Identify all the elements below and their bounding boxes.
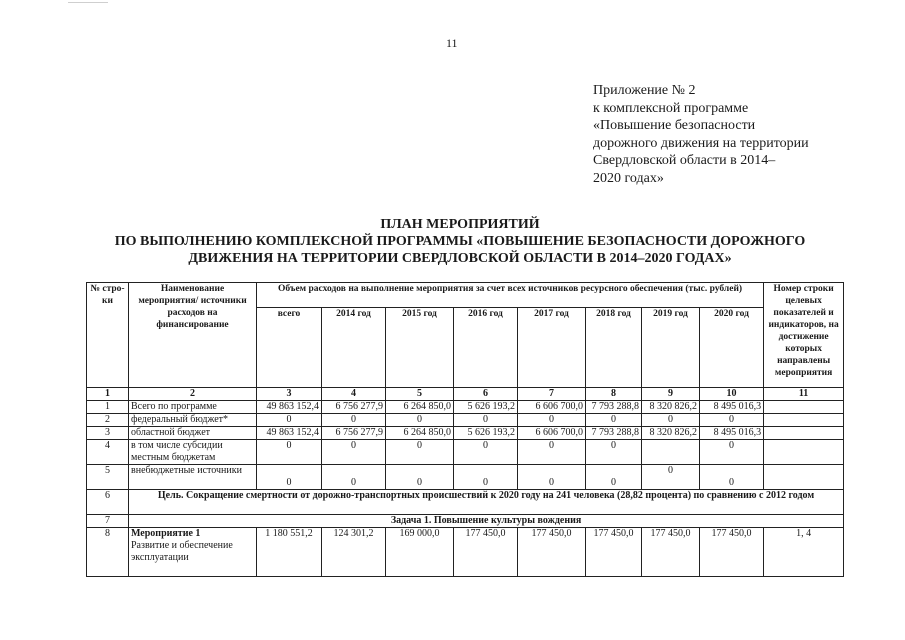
header-total: всего — [257, 308, 322, 388]
cell-value: 0 — [700, 414, 764, 427]
table-row — [87, 401, 844, 414]
cell-value: 0 — [700, 440, 764, 465]
cell-value: 0 — [322, 465, 386, 490]
measure-description: Развитие и обеспечение эксплуатации — [131, 540, 233, 563]
column-number: 3 — [257, 388, 322, 401]
column-number: 10 — [700, 388, 764, 401]
table-row — [87, 440, 844, 465]
goal-row — [87, 490, 844, 515]
header-name: Наименование мероприятия/ источники расходов на финансирование — [129, 283, 257, 388]
cell-value: 0 — [386, 440, 454, 465]
column-number: 5 — [386, 388, 454, 401]
row-label: федеральный бюджет* — [129, 414, 257, 427]
document-title — [40, 216, 880, 267]
cell-value: 177 450,0 — [454, 528, 518, 577]
cell-value: 8 495 016,3 — [700, 427, 764, 440]
cell-value: 0 — [518, 414, 586, 427]
table-row — [87, 427, 844, 440]
row-label: областной бюджет — [129, 427, 257, 440]
table-row — [87, 465, 844, 490]
appendix-line: Свердловской области в 2014– — [593, 153, 776, 168]
title-line: ПО ВЫПОЛНЕНИЮ КОМПЛЕКСНОЙ ПРОГРАММЫ «ПОВЫШЕНИЕ БЕЗОПАСНОСТИ ДОРОЖНОГО — [114, 234, 806, 249]
cell-target: 1, 4 — [764, 528, 844, 577]
header-year: 2018 год — [586, 308, 642, 388]
column-number: 11 — [764, 388, 844, 401]
table-row — [87, 414, 844, 427]
cell-value: 7 793 288,8 — [586, 427, 642, 440]
header-year: 2017 год — [518, 308, 586, 388]
plan-table — [86, 282, 844, 577]
column-number: 9 — [642, 388, 700, 401]
cell-value: 0 — [454, 465, 518, 490]
header-year: 2016 год — [454, 308, 518, 388]
cell-value: 0 — [257, 440, 322, 465]
row-label — [129, 528, 257, 577]
cell-value: 124 301,2 — [322, 528, 386, 577]
cell-value: 177 450,0 — [518, 528, 586, 577]
appendix-line: Приложение № 2 — [593, 83, 696, 98]
row-number: 2 — [87, 414, 129, 427]
cell-value: 5 626 193,2 — [454, 401, 518, 414]
cell-value: 6 606 700,0 — [518, 401, 586, 414]
cell-value: 0 — [257, 414, 322, 427]
goal-text: Цель. Сокращение смертности от дорожно-транспортных происшествий к 2020 году на 241 человека (28,82 процента) по сравнению с 2012 годом — [129, 490, 844, 515]
cell-value: 0 — [642, 414, 700, 427]
cell-value — [642, 440, 700, 465]
cell-value: 0 — [322, 414, 386, 427]
header-target: Номер строки целевых показателей и индикаторов, на достижение которых направлены мероприятия — [764, 283, 844, 388]
task-row — [87, 515, 844, 528]
page-number: 11 — [446, 36, 458, 50]
cell-value: 0 — [586, 465, 642, 490]
header-year: 2019 год — [642, 308, 700, 388]
cell-value: 177 450,0 — [642, 528, 700, 577]
cell-value: 6 264 850,0 — [386, 427, 454, 440]
appendix-line: 2020 годах» — [593, 170, 664, 186]
row-number: 8 — [87, 528, 129, 577]
header-year: 2020 год — [700, 308, 764, 388]
cell-value: 0 — [454, 414, 518, 427]
cell-value: 0 — [586, 440, 642, 465]
column-number: 2 — [129, 388, 257, 401]
row-number: 7 — [87, 515, 129, 528]
cell-value: 5 626 193,2 — [454, 427, 518, 440]
row-number: 5 — [87, 465, 129, 490]
cell-value: 0 — [518, 440, 586, 465]
cell-value: 6 606 700,0 — [518, 427, 586, 440]
header-row-number: № стро-ки — [87, 283, 129, 388]
appendix-line: к комплексной программе — [593, 100, 749, 116]
row-number: 6 — [87, 490, 129, 515]
row-label: Всего по программе — [129, 401, 257, 414]
header-year: 2014 год — [322, 308, 386, 388]
cell-value: 49 863 152,4 — [257, 401, 322, 414]
column-number: 1 — [87, 388, 129, 401]
cell-value: 0 — [518, 465, 586, 490]
cell-target — [764, 465, 844, 490]
column-number-row — [87, 388, 844, 401]
task-text: Задача 1. Повышение культуры вождения — [129, 515, 844, 528]
cell-value: 49 863 152,4 — [257, 427, 322, 440]
row-number: 3 — [87, 427, 129, 440]
cell-value: 0 — [642, 465, 700, 490]
cell-value: 1 180 551,2 — [257, 528, 322, 577]
cell-value: 0 — [322, 440, 386, 465]
row-label: внебюджетные источники — [129, 465, 257, 490]
table-row — [87, 528, 844, 577]
title-line: ДВИЖЕНИЯ НА ТЕРРИТОРИИ СВЕРДЛОВСКОЙ ОБЛАСТИ В 2014–2020 ГОДАХ» — [188, 251, 732, 266]
appendix-line: «Повышение безопасности — [593, 118, 756, 133]
column-number: 7 — [518, 388, 586, 401]
cell-value: 177 450,0 — [586, 528, 642, 577]
cell-value: 0 — [586, 414, 642, 427]
top-rule — [68, 2, 108, 3]
cell-value: 0 — [386, 465, 454, 490]
cell-value: 8 320 826,2 — [642, 427, 700, 440]
cell-value: 6 756 277,9 — [322, 427, 386, 440]
appendix-note — [593, 82, 809, 187]
header-volume: Объем расходов на выполнение мероприятия за счет всех источников ресурсного обеспечения (тыс. рублей) — [257, 283, 764, 308]
row-number: 1 — [87, 401, 129, 414]
cell-value: 169 000,0 — [386, 528, 454, 577]
cell-value: 177 450,0 — [700, 528, 764, 577]
cell-value: 0 — [257, 465, 322, 490]
header-year: 2015 год — [386, 308, 454, 388]
column-number: 8 — [586, 388, 642, 401]
appendix-line: дорожного движения на территории — [593, 135, 809, 151]
column-number: 6 — [454, 388, 518, 401]
cell-value: 8 495 016,3 — [700, 401, 764, 414]
row-label: в том числе субсидии местным бюджетам — [129, 440, 257, 465]
cell-value: 6 264 850,0 — [386, 401, 454, 414]
measure-title: Мероприятие 1 — [131, 528, 201, 539]
cell-value: 0 — [700, 465, 764, 490]
cell-target — [764, 427, 844, 440]
cell-value: 0 — [386, 414, 454, 427]
cell-value: 0 — [454, 440, 518, 465]
cell-target — [764, 414, 844, 427]
row-number: 4 — [87, 440, 129, 465]
column-number: 4 — [322, 388, 386, 401]
cell-value: 7 793 288,8 — [586, 401, 642, 414]
cell-value: 8 320 826,2 — [642, 401, 700, 414]
cell-target — [764, 440, 844, 465]
header-row — [87, 283, 844, 308]
cell-target — [764, 401, 844, 414]
cell-value: 6 756 277,9 — [322, 401, 386, 414]
title-line: ПЛАН МЕРОПРИЯТИЙ — [380, 217, 540, 232]
